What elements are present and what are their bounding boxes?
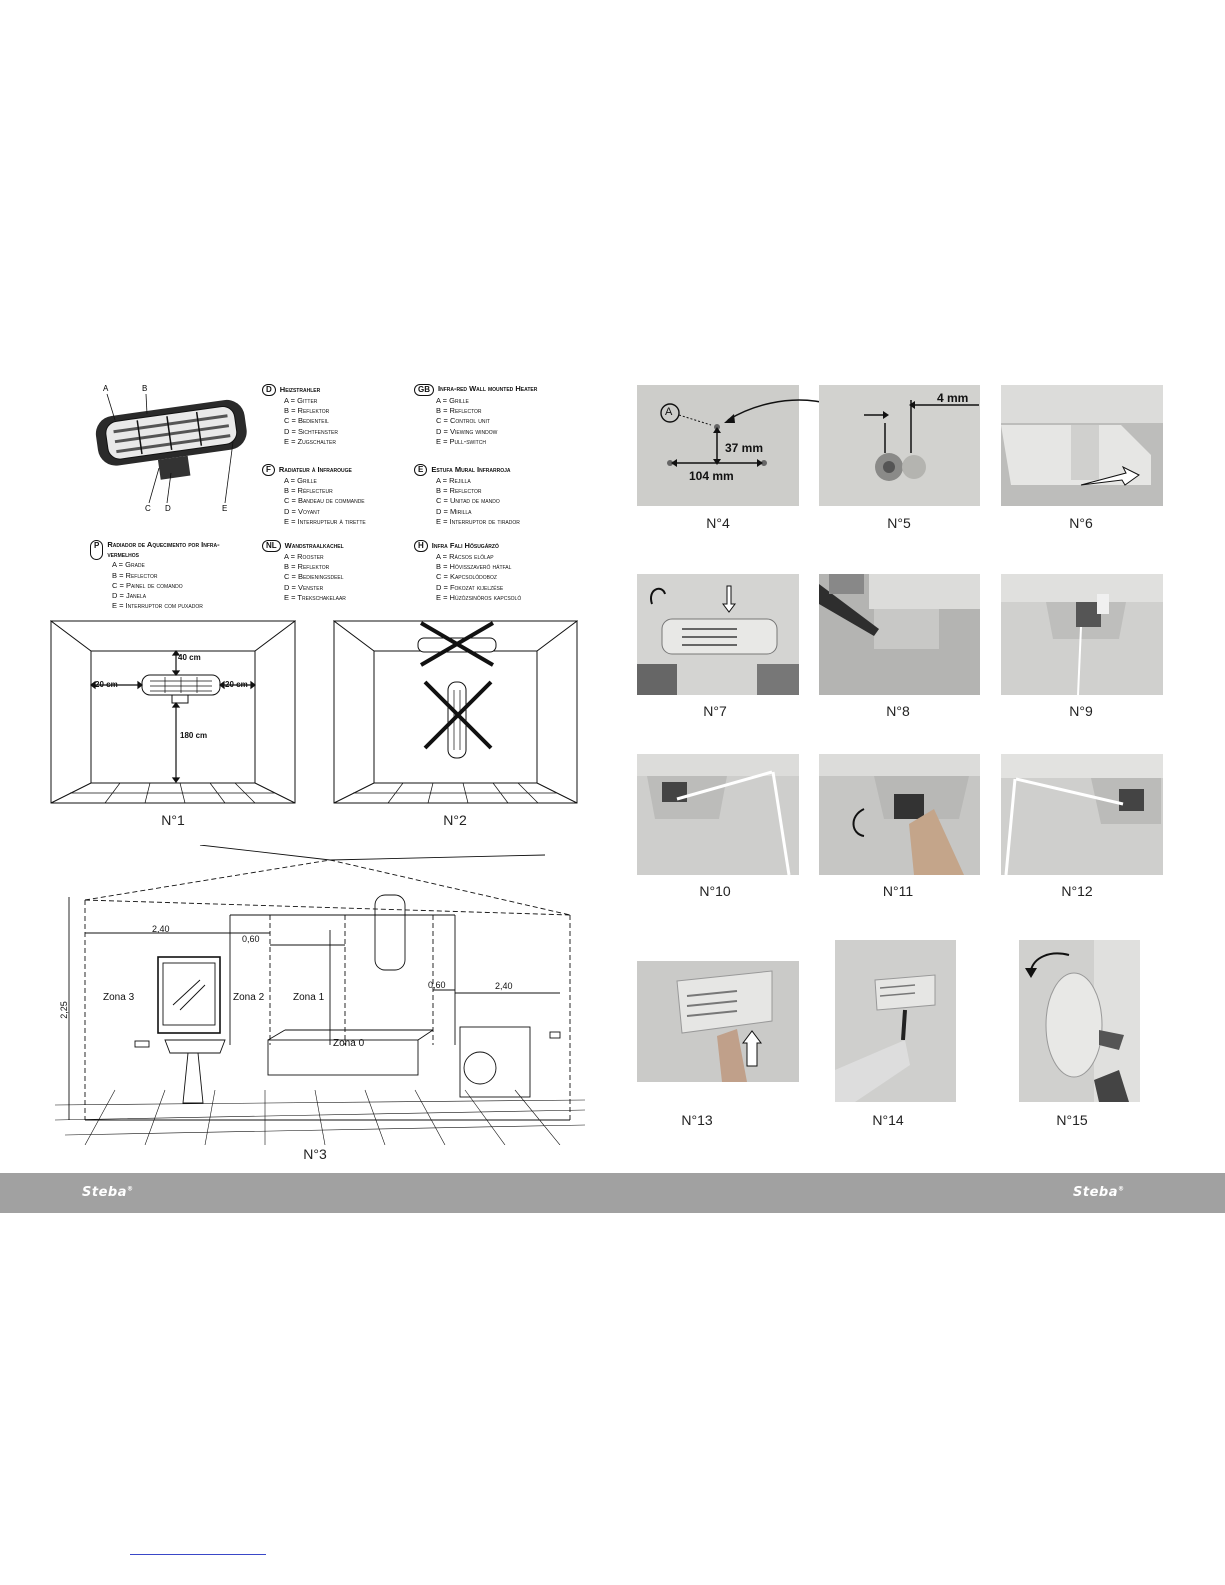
fig10-pullcord-left-photo	[637, 754, 799, 875]
heater-illustration	[85, 378, 255, 513]
fig7-label: N°7	[703, 703, 727, 719]
legend-item: E = Interruptor de tirador	[436, 516, 520, 526]
legend-title: Wandstraalkachel	[284, 541, 344, 550]
fig8-label: N°8	[886, 703, 910, 719]
legend-title: Heizstrahler	[279, 385, 321, 394]
fig4-vdim: 37 mm	[725, 441, 764, 455]
dim-bottom: 180 cm	[180, 731, 208, 740]
fig9-wiring-photo	[1001, 574, 1163, 695]
legend-nl	[262, 540, 402, 603]
legend-item: A = Rácsos előlap	[436, 552, 494, 561]
fig8-screwdriver-photo	[819, 574, 980, 695]
fig11-label: N°11	[882, 883, 914, 899]
legend-item: A = Gitter	[284, 396, 318, 405]
zone3-label: Zona 3	[103, 992, 135, 1003]
legend-title: Infra-red Wall mounted Heater	[438, 384, 538, 393]
legend-item: B = Reflector	[112, 570, 158, 580]
legend-item: D = Janela	[112, 591, 147, 601]
legend-item: C = Painel de comando	[112, 580, 183, 590]
fig12-pullcord-right-photo	[1001, 754, 1163, 875]
legend-title: Estufa Mural Infrarroja	[431, 465, 511, 474]
legend-item: B = Reflector	[436, 486, 482, 496]
legend-item: E = Trekschakelaar	[284, 592, 346, 602]
lang-badge-nl: NL	[262, 540, 281, 552]
fig7-hang-heater-photo	[637, 574, 799, 695]
fig1-clearance-diagram	[50, 620, 296, 804]
legend-item: E = Zugschalter	[284, 436, 336, 446]
fig3-w3: 0,60	[428, 980, 446, 990]
zone1-label: Zona 1	[293, 992, 325, 1003]
legend-item: C = Bedieningsdeel	[284, 572, 344, 582]
lang-badge-pt: P	[90, 540, 103, 560]
fig6-bracket-photo	[1001, 385, 1163, 506]
legend-item: C = Control unit	[436, 416, 490, 426]
lang-badge-fr: F	[262, 464, 275, 476]
legend-item: A = Grille	[284, 476, 317, 485]
dim-top: 40 cm	[178, 653, 201, 662]
legend-item: A = Grille	[436, 396, 469, 405]
letter-e: E	[222, 504, 228, 513]
legend-item: B = Hővisszaverő hátfal	[436, 562, 512, 572]
legend-item: C = Bandeau de commande	[284, 496, 365, 506]
legend-item: B = Reflector	[436, 406, 482, 416]
fig10-label: N°10	[699, 883, 731, 899]
legend-gb	[414, 384, 554, 447]
legend-hu	[414, 540, 559, 603]
legend-item: D = Venster	[284, 582, 324, 592]
lang-badge-hu: H	[414, 540, 428, 552]
fig2-label: N°2	[443, 812, 467, 828]
fig11-knob-photo	[819, 754, 980, 875]
legend-item: E = Húzózsinóros kapcsoló	[436, 592, 522, 602]
fig9-label: N°9	[1069, 703, 1093, 719]
fig14-screw-tight-photo	[835, 940, 956, 1102]
fig12-label: N°12	[1061, 883, 1093, 899]
legend-item: E = Interruptor com puxador	[112, 601, 203, 611]
legend-item: D = Sichtfenster	[284, 426, 338, 436]
fig5-label: N°5	[887, 515, 911, 531]
legend-fr	[262, 464, 407, 527]
fig1-label: N°1	[161, 812, 185, 828]
dim-left: 20 cm	[95, 680, 118, 689]
legend-item: A = Rooster	[284, 552, 324, 561]
fig14-label: N°14	[872, 1112, 904, 1128]
footer-bar	[0, 1173, 1225, 1213]
legend-item: C = Unitad de mando	[436, 496, 500, 506]
zone2-label: Zona 2	[233, 992, 265, 1003]
legend-de	[262, 384, 402, 447]
dim-right: 20 cm	[225, 680, 248, 689]
fig3-bathroom-zones-diagram	[55, 845, 585, 1145]
fig3-w4: 2,40	[495, 981, 513, 991]
fig4-hdim: 104 mm	[689, 469, 734, 483]
legend-item: D = Voyant	[284, 506, 320, 516]
legend-item: B = Reflektor	[284, 562, 330, 572]
legend-item: B = Réflecteur	[284, 486, 333, 496]
legend-item: E = Pull-switch	[436, 436, 486, 446]
legend-item: E = Interrupteur à tirette	[284, 516, 366, 526]
legend-item: B = Reflektor	[284, 406, 330, 416]
legend-title: Radiador de Aquecimento por Infra-vermelhos	[107, 540, 220, 560]
lang-badge-de: D	[262, 384, 276, 396]
letter-c: C	[145, 504, 151, 513]
lang-badge-gb: GB	[414, 384, 434, 396]
letter-d: D	[165, 504, 171, 513]
legend-es	[414, 464, 559, 527]
legend-item: A = Grade	[112, 560, 145, 570]
fig15-tilt-photo	[1019, 940, 1140, 1102]
bottom-link-underline[interactable]	[130, 1554, 266, 1555]
legend-item: D = Fokozat kijelzése	[436, 582, 504, 592]
legend-item: D = Mirilla	[436, 506, 472, 516]
fig13-push-up-photo	[637, 961, 799, 1082]
legend-title: Radiateur à Infrarouge	[278, 465, 352, 474]
fig5-dim: 4 mm	[937, 391, 969, 405]
fig3-w1: 2,40	[152, 924, 170, 934]
fig13-label: N°13	[681, 1112, 713, 1128]
legend-item: A = Rejilla	[436, 476, 471, 485]
fig3-height: 2,25	[58, 1001, 69, 1019]
fig3-w2: 0,60	[242, 934, 260, 944]
letter-b: B	[142, 384, 148, 393]
zone0-label: Zona 0	[333, 1038, 365, 1049]
legend-pt	[90, 540, 255, 611]
fig4-marker: A	[665, 406, 673, 418]
fig15-label: N°15	[1056, 1112, 1088, 1128]
legend-title: Infra Fali Hősugárzó	[431, 541, 499, 550]
brand-logo-right: Steba®	[1073, 1185, 1125, 1200]
fig5-screw-photo	[819, 385, 980, 506]
letter-a: A	[103, 384, 109, 393]
fig2-wrong-mounting-diagram	[333, 620, 578, 804]
fig6-label: N°6	[1069, 515, 1093, 531]
legend-item: D = Viewing window	[436, 426, 498, 436]
fig4-label: N°4	[706, 515, 730, 531]
legend-item: C = Bedienteil	[284, 416, 329, 426]
lang-badge-es: E	[414, 464, 427, 476]
legend-item: C = Kapcsolódoboz	[436, 572, 497, 582]
brand-logo-left: Steba®	[82, 1185, 134, 1200]
fig3-label: N°3	[303, 1146, 327, 1162]
